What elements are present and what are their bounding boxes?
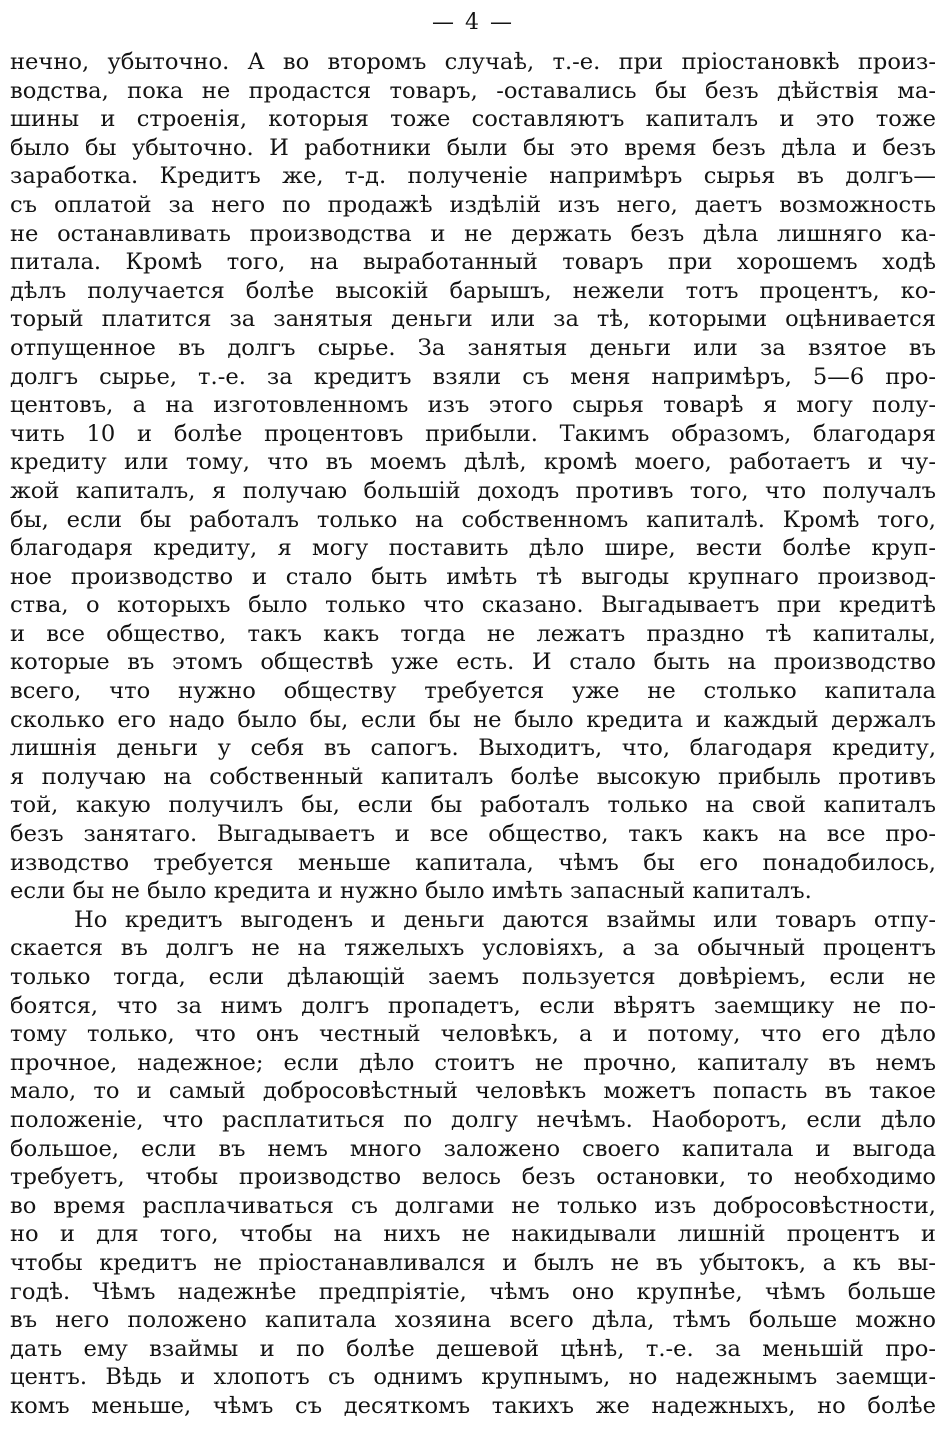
text-line: нечно, убыточно. А во второмъ случаѣ, т.-е. при пріостановкѣ произ- [10,49,936,75]
text-line: требуетъ, чтобы производство велось безъ остановки, то необходимо [10,1164,936,1191]
text-line: изводство требуется меньше капитала, чѣмъ бы его понадобилось, [10,849,936,876]
text-line: чить 10 и болѣе процентовъ прибыли. Такимъ образомъ, благодаря [10,420,936,447]
text-line: центовъ, а на изготовленномъ изъ этого сырья товарѣ я могу полу- [10,392,936,419]
text-line: сколько его надо было бы, если бы не было кредита и каждый держалъ [10,706,936,733]
text-line: если бы не было кредита и нужно было имѣть запасный капиталъ. [10,878,812,905]
text-line: дать ему взаймы и по болѣе дешевой цѣнѣ, т.-е. за меньшій про- [10,1335,936,1362]
text-line: водства, пока не продастся товаръ, -оставались бы безъ дѣйствія ма- [10,77,936,104]
text-line: шины и строенія, которыя тоже составляютъ капиталъ и это тоже [10,106,936,133]
text-line: боятся, что за нимъ долгъ пропадетъ, если вѣрятъ заемщику не по- [10,992,936,1019]
text-line: заработка. Кредитъ же, т-д. полученіе напримѣръ сырья въ долгъ— [10,163,936,190]
text-line: торый платится за занятыя деньги или за тѣ, которыми оцѣнивается [10,306,936,333]
text-line: мало, то и самый добросовѣстный человѣкъ можетъ попасть въ такое [10,1078,936,1105]
text-line: которые въ этомъ обществѣ уже есть. И стало быть на производство [10,649,936,676]
text-line: во время расплачиваться съ долгами не только изъ добросовѣстности, [10,1192,936,1219]
text-line: лишнія деньги у себя въ сапогъ. Выходитъ, что, благодаря кредиту, [10,735,936,762]
text-line: ное производство и стало быть имѣть тѣ выгоды крупнаго производ- [10,563,936,590]
text-line: годѣ. Чѣмъ надежнѣе предпріятіе, чѣмъ оно крупнѣе, чѣмъ больше [10,1278,936,1305]
body-text [10,48,936,1421]
text-line: комъ меньше, чѣмъ съ десяткомъ такихъ же надежныхъ, но болѣе [10,1392,936,1419]
text-line: чтобы кредитъ не пріостанавливался и былъ не въ убытокъ, а къ вы- [10,1249,936,1276]
book-page [10,8,936,1436]
text-line: тому только, что онъ честный человѣкъ, а и потому, что его дѣло [10,1021,936,1048]
text-line: питала. Кромѣ того, на выработанный товаръ при хорошемъ ходѣ [10,249,936,276]
text-line: положеніе, что расплатиться по долгу нечѣмъ. Наоборотъ, если дѣло [10,1106,936,1133]
text-line: не останавливать производства и не держать безъ дѣла лишняго ка- [10,220,936,247]
text-line: и все общество, такъ какъ тогда не лежатъ праздно тѣ капиталы, [10,620,936,647]
text-line: но и для того, чтобы на нихъ не накидывали лишній процентъ и [10,1221,936,1248]
text-line: Но кредитъ выгоденъ и деньги даются взаймы или товаръ отпу- [74,906,936,933]
text-line: съ оплатой за него по продажѣ издѣлій изъ него, даетъ возможность [10,191,936,218]
text-line: только тогда, если дѣлающій заемъ пользуется довѣріемъ, если не [10,964,936,990]
text-line: прочное, надежное; если дѣло стоитъ не прочно, капиталу въ немъ [10,1049,936,1076]
text-line: жой капиталъ, я получаю большій доходъ противъ того, что получалъ [10,477,936,504]
text-line: той, какую получилъ бы, если бы работалъ только на свой капиталъ [10,792,936,819]
text-line: ства, о которыхъ было только что сказано. Выгадываетъ при кредитѣ [10,592,936,619]
text-line: всего, что нужно обществу требуется уже не столько капитала [10,678,936,705]
text-line: благодаря кредиту, я могу поставить дѣло шире, вести болѣе круп- [10,535,936,562]
paragraph [10,906,936,1421]
page-number: — 4 — [432,10,514,35]
text-line: долгъ сырье, т.-е. за кредитъ взяли съ меня напримѣръ, 5—6 про- [10,363,936,390]
text-line: большое, если въ немъ много заложено своего капитала и выгода [10,1135,936,1162]
text-line: центъ. Вѣдь и хлопотъ съ однимъ крупнымъ, но надежнымъ заемщи- [10,1364,936,1391]
text-line: безъ занятаго. Выгадываетъ и все общество, такъ какъ на все про- [10,821,936,848]
text-line: отпущенное въ долгъ сырье. За занятыя деньги или за взятое въ [10,334,936,361]
text-line: я получаю на собственный капиталъ болѣе высокую прибыль противъ [10,763,936,790]
paragraph [10,48,936,906]
text-line: въ него положено капитала хозяина всего дѣла, тѣмъ больше можно [10,1307,936,1334]
text-line: дѣлъ получается болѣе высокій барышъ, нежели тотъ процентъ, ко- [10,277,936,304]
text-line: бы, если бы работалъ только на собственномъ капиталѣ. Кромѣ того, [10,506,936,533]
text-line: скается въ долгъ не на тяжелыхъ условіяхъ, а за обычный процентъ [10,935,936,962]
text-line: было бы убыточно. И работники были бы это время безъ дѣла и безъ [10,134,936,161]
text-line: кредиту или тому, что въ моемъ дѣлѣ, кромѣ моего, работаетъ и чу- [10,449,936,476]
